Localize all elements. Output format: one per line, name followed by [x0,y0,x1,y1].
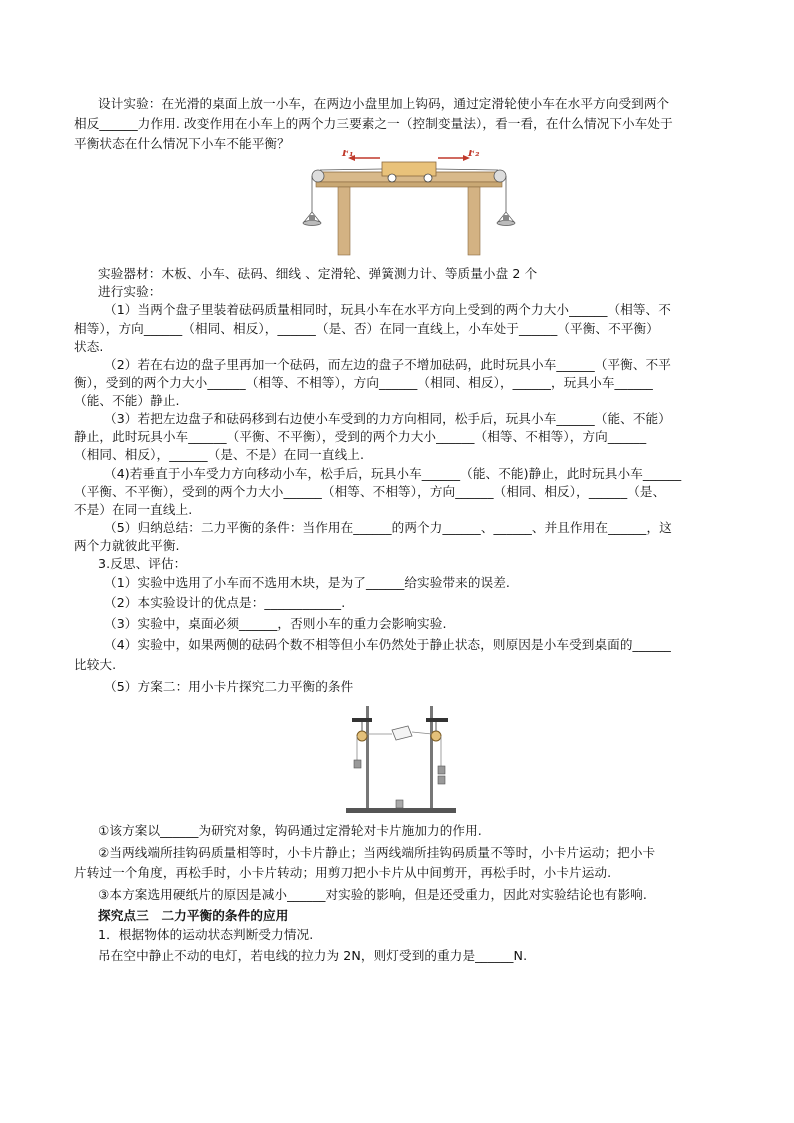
text-line: ②当两线端所挂钩码质量相等时，小卡片静止；当两线端所挂钩码质量不等时，小卡片运动；把小卡 [98,845,656,860]
text-line: 衡），受到的两个力大小______（相等、不相等），方向______（相同、相反），______，玩具小车______ [74,375,653,390]
f1-label: F₁ [342,150,354,159]
text-line: （5）归纳总结：二力平衡的条件：当作用在______的两个力______、______、并且作用在______，这 [104,520,672,535]
text-line: 3.反思、评估： [98,556,187,571]
text-line: （相同、相反），______（是、不是）在同一直线上. [74,447,365,462]
text-line: 平衡状态在什么情况下小车不能平衡？ [74,136,290,151]
text-line: 不是）在同一直线上. [74,502,193,517]
text-line: （5）方案二：用小卡片探究二力平衡的条件 [104,679,354,694]
text-line: 设计实验：在光滑的桌面上放一小车，在两边小盘里加上钩码，通过定滑轮使小车在水平方向受到两个 [98,96,670,111]
text-line: （2）本实验设计的优点是：____________. [104,595,346,610]
text-line: 进行实验： [98,284,162,299]
text-line: （4)若垂直于小车受力方向移动小车，松手后，玩具小车______（能、不能)静止，此时玩具小车______ [104,466,682,481]
text-line: （3）若把左边盘子和砝码移到右边使小车受到的力方向相同，松手后，玩具小车______（能、不能） [104,411,671,426]
text-line: ③本方案选用硬纸片的原因是减小______对实验的影响，但是还受重力，因此对实验结论也有影响. [98,887,647,902]
text-line: 两个力就彼此平衡. [74,538,180,553]
text-line: （平衡、不平衡），受到的两个力大小______（相等、不相等），方向______（相同、相反），______（是、 [74,484,666,499]
text-line: （4）实验中，如果两侧的砝码个数不相等但小车仍然处于静止状态，则原因是小车受到桌面的______ [104,637,671,652]
section-heading: 探究点三 二力平衡的条件的应用 [98,908,289,923]
text-line: 状态. [74,339,104,354]
text-line: 实验器材：木板、小车、砝码、细线 、定滑轮、弹簧测力计、等质量小盘 2 个 [98,266,538,281]
text-line: 1．根据物体的运动状态判断受力情况. [98,927,314,942]
text-line: ①该方案以______为研究对象，钩码通过定滑轮对卡片施加力的作用. [98,823,482,838]
text-line: （1）实验中选用了小车而不选用木块，是为了______给实验带来的误差. [104,575,511,590]
text-line: （1）当两个盘子里装着砝码质量相同时，玩具小车在水平方向上受到的两个力大小______（相等、不 [104,302,671,317]
text-line: （能、不能）静止. [74,393,180,408]
text-line: 片转过一个角度，再松手时，小卡片转动；用剪刀把小卡片从中间剪开，再松手时，小卡片运动. [74,865,612,880]
text-line: 比较大. [74,657,117,672]
text-line: 相等），方向______（相同、相反），______（是、否）在同一直线上，小车处于______（平衡、不平衡） [74,321,659,336]
text-line: 吊在空中静止不动的电灯，若电线的拉力为 2N，则灯受到的重力是______N. [98,948,528,963]
cart-experiment-figure [300,150,520,260]
f2-label: F₂ [468,150,480,159]
text-line: （2）若在右边的盘子里再加一个砝码，而左边的盘子不增加砝码，此时玩具小车______（平衡、不平 [104,357,671,372]
text-line: 静止，此时玩具小车______（平衡、不平衡），受到的两个力大小______（相等、不相等），方向______ [74,429,647,444]
text-line: 相反______力作用. 改变作用在小车上的两个力三要素之一（控制变量法），看一看，在什么情况下小车处于 [74,116,673,131]
text-line: （3）实验中，桌面必须______，否则小车的重力会影响实验. [104,616,447,631]
card-experiment-figure [340,700,460,816]
